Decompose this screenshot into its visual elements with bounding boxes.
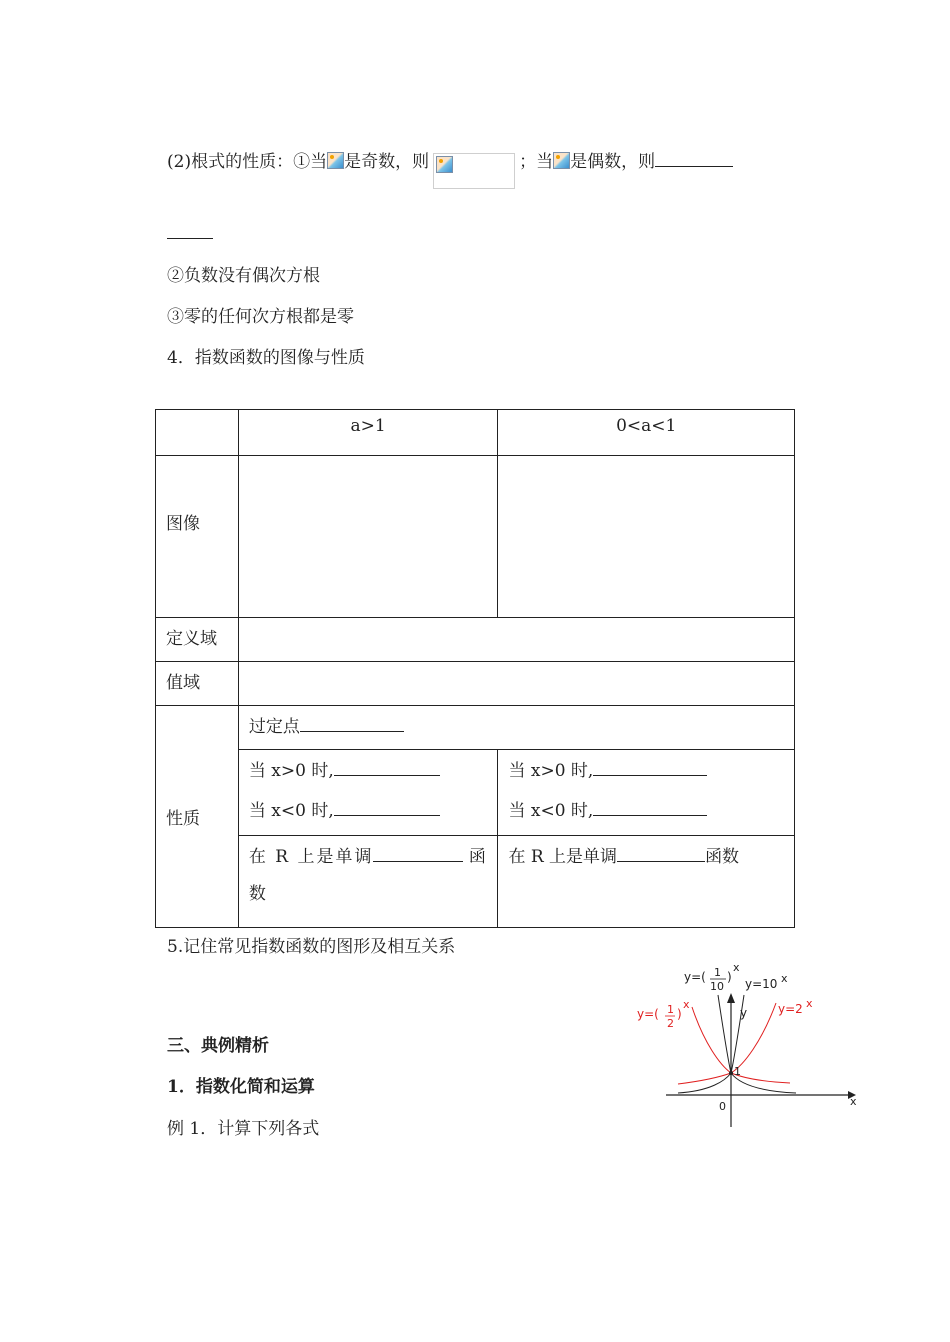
left-x-neg-line [249, 786, 488, 826]
right-mono-cell [498, 836, 795, 928]
y-axis-label: y [740, 1006, 748, 1020]
blank-line [334, 801, 440, 816]
radical-prefix: (2)根式的性质：①当 [167, 152, 328, 172]
left-x-pos-line [249, 756, 488, 786]
domain-cell [238, 618, 794, 662]
blank-line [593, 761, 707, 776]
label-tenth-num: 1 [714, 966, 721, 979]
section-4-title: 4．指数函数的图像与性质 [167, 348, 365, 368]
graph-cell-a-gt-1 [238, 456, 498, 618]
range-cell [238, 662, 794, 706]
curve-two [678, 1003, 776, 1084]
intersection-point [729, 1071, 733, 1075]
table-row-range [156, 662, 795, 706]
left-mono-suffix: 函 [468, 847, 486, 867]
item-negative: ②负数没有偶次方根 [167, 266, 320, 286]
right-x-pos-line [508, 756, 784, 786]
part-3-title: 三、典例精析 [167, 1036, 269, 1056]
radical-property-line [167, 147, 733, 189]
header-a-gt-1: a>1 [238, 410, 498, 456]
blank-line [300, 717, 404, 732]
right-x-neg-line [508, 786, 784, 826]
label-tenth-suffix: ) [727, 970, 732, 984]
item-zero: ③零的任何次方根都是零 [167, 307, 354, 327]
left-mono-line [249, 842, 488, 872]
blank-line [593, 801, 707, 816]
fixed-point-label: 过定点 [248, 717, 300, 737]
left-mono-cell [238, 836, 498, 928]
label-half-den: 2 [667, 1017, 674, 1030]
broken-image-box [433, 153, 515, 189]
label-tenth-den: 10 [710, 980, 724, 993]
label-half-prefix: y=( [637, 1007, 659, 1021]
row-label-range: 值域 [156, 662, 239, 706]
exponential-function-table [155, 409, 795, 928]
table-row-graph [156, 456, 795, 618]
table-row-monotonic [156, 836, 795, 928]
label-tenth-exp: x [733, 961, 740, 974]
blank-line [167, 224, 213, 239]
sub-1-title: 1．指数化简和运算 [167, 1077, 315, 1097]
left-x-pos-text: 当 x>0 时, [248, 761, 334, 781]
label-two: y=2 [778, 1002, 803, 1016]
section-5-title: 5.记住常见指数函数的图形及相互关系 [167, 937, 456, 957]
row-label-domain: 定义域 [156, 618, 239, 662]
label-two-exp: x [806, 997, 813, 1010]
label-half-suffix: ) [677, 1007, 682, 1021]
blank-line [617, 847, 705, 862]
right-x-pos-text: 当 x>0 时, [508, 761, 594, 781]
left-x-neg-text: 当 x<0 时, [248, 801, 334, 821]
broken-image-icon [436, 156, 453, 173]
odd-text: 是奇数，则 [344, 152, 430, 172]
example-1-text: 例 1．计算下列各式 [167, 1119, 320, 1139]
table-corner-cell [156, 410, 239, 456]
label-half-num: 1 [667, 1003, 674, 1016]
blank-line [334, 761, 440, 776]
label-ten-exp: x [781, 972, 788, 985]
semicolon-text: ；当 [519, 152, 554, 172]
one-label: 1 [734, 1065, 741, 1078]
header-a-lt-1: 0<a<1 [498, 410, 795, 456]
broken-image-icon [327, 152, 344, 169]
fixed-point-cell [238, 706, 794, 750]
right-x-neg-text: 当 x<0 时, [508, 801, 594, 821]
even-text: 是偶数，则 [570, 152, 656, 172]
blank-continuation [167, 224, 213, 244]
right-mono-text: 在 R 上是单调 [508, 847, 618, 867]
left-mono-text: 在 R 上是单调 [248, 847, 374, 867]
x-axis-label: x [850, 1095, 857, 1108]
right-mono-line [508, 842, 784, 872]
y-axis-arrow-icon [727, 993, 735, 1003]
label-tenth-prefix: y=( [684, 970, 706, 984]
table-row-sign [156, 750, 795, 836]
row-label-graph: 图像 [156, 456, 239, 618]
label-ten: y=10 [745, 977, 778, 991]
label-half-exp: x [683, 998, 690, 1011]
right-sign-cell [498, 750, 795, 836]
left-sign-cell [238, 750, 498, 836]
exponential-graph-figure [630, 955, 870, 1135]
table-header-row [156, 410, 795, 456]
right-mono-suffix: 函数 [705, 847, 740, 867]
table-row-domain [156, 618, 795, 662]
left-mono-line-2: 数 [248, 884, 266, 904]
graph-cell-a-lt-1 [498, 456, 795, 618]
origin-label: 0 [719, 1100, 726, 1113]
row-label-props: 性质 [156, 706, 239, 928]
table-row-fixed-point [156, 706, 795, 750]
blank-line [655, 152, 733, 167]
blank-line [373, 847, 463, 862]
broken-image-icon [553, 152, 570, 169]
